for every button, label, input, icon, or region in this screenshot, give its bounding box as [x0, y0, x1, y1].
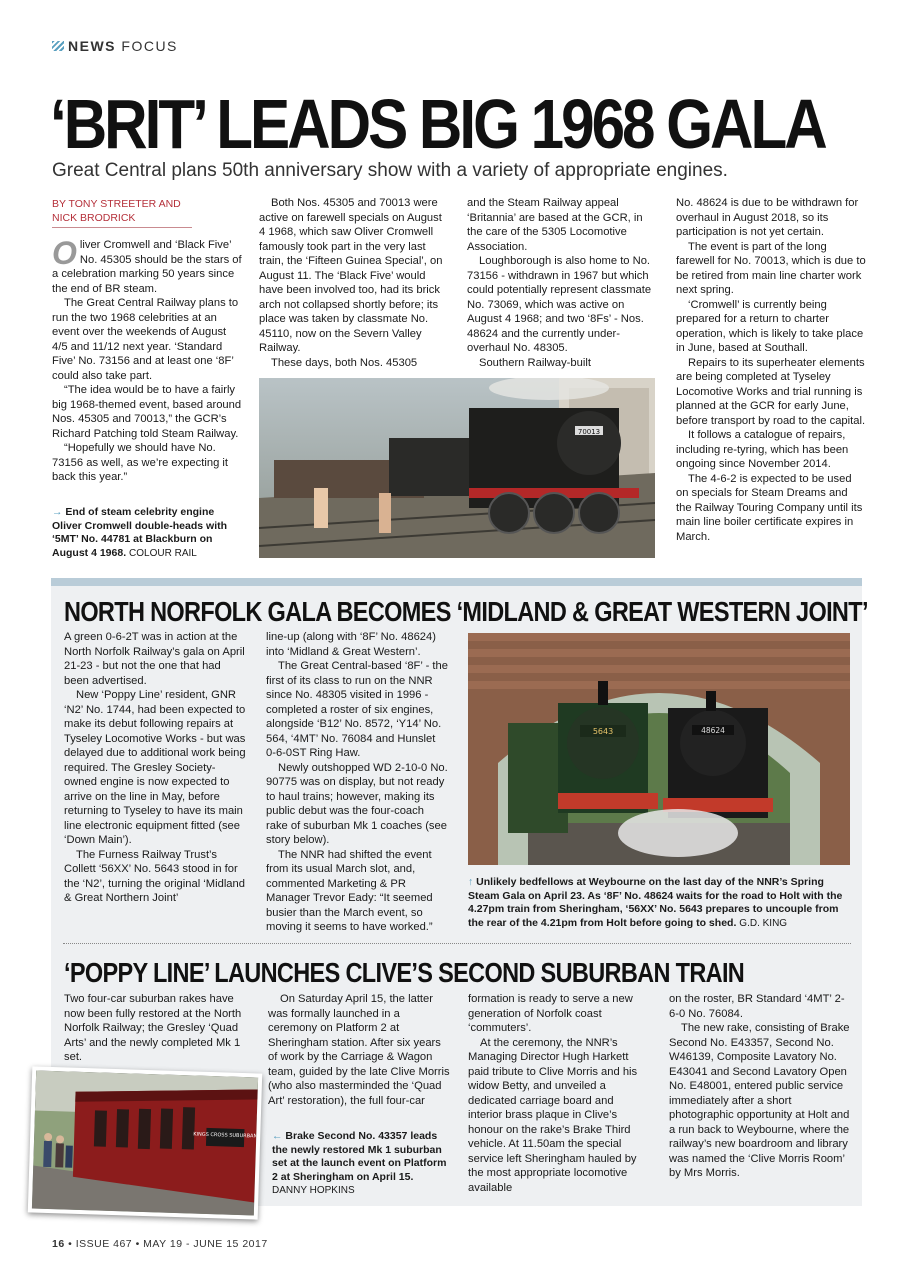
main-col4-p6: The 4-6-2 is expected to be used on specials for Steam Dreams and the Railway Touring Company until its main line boiler certificate expires in March.	[676, 472, 863, 543]
norfolk-caption: ↑ Unlikely bedfellows at Weybourne on the last day of the NNR’s Spring Steam Gala on April 23. As ‘8F’ No. 48624 waits for the road to Holt with the 4.27pm train from Sheringham, ‘56XX’ No. 5643 prepares to uncouple from the rear of the 4.21pm from Holt before going to shed. G.D. KING	[468, 876, 843, 929]
poppy-caption: ← Brake Second No. 43357 leads the newly restored Mk 1 suburban set at the launch event on Platform 2 at Sheringham on April 15. DANNY HOPKINS	[272, 1130, 447, 1196]
poppy-col-4	[669, 992, 853, 1181]
panel-divider	[63, 943, 851, 944]
norfolk-col2-p4: The NNR had shifted the event from its usual March slot, and, commented Marketing & PR Manager Trevor Eady: “It seemed busier than the March event, so moving it seems to have worked.”	[266, 848, 433, 933]
norfolk-col-2	[266, 630, 448, 935]
britannia-photo-art	[259, 378, 655, 558]
norfolk-col2-p2: The Great Central-based ‘8F’ - the first of its class to run on the NNR since No. 48305 visited in 1996 - completed a roster of six engines, alongside ‘B12’ No. 8572, ‘Y14’ No. 564, ‘4MT’ No. 76084 and Hunslet 0-6-0ST Ring Haw.	[266, 660, 448, 759]
main-col4-p4: Repairs to its superheater elements are being completed at Tyseley Locomotive Works and trial running is planned at the GCR for early June, before transport by road to the capital.	[676, 356, 866, 427]
carriage-photo	[32, 1071, 258, 1216]
news-stripes-icon	[52, 41, 64, 51]
weybourne-photo-art	[468, 633, 850, 865]
norfolk-col1-p1: A green 0-6-2T was in action at the North Norfolk Railway’s gala on April 21-23 - but not the one that had been advertised.	[64, 631, 245, 687]
page-number: 16	[52, 1238, 65, 1250]
loco-left-number: 5643	[592, 727, 614, 736]
norfolk-col1-p2: New ‘Poppy Line’ resident, GNR ‘N2’ No. 1744, had been expected to make its debut following repairs at Tyseley Locomotive Works - but was delayed due to additional work being required. The Gresley Society-owned engine is now expected to arrive on the line in May, before returning to Tyseley to have its main line electronic equipment fitted (see ‘Down Main’).	[64, 689, 246, 846]
kicker-light: FOCUS	[121, 38, 178, 54]
poppy-col2-p1: On Saturday April 15, the latter was formally launched in a ceremony on Platform 2 at Sheringham station. After six years of work by the Carriage & Wagon team, guided by the late Clive Morris (who also masterminded the ‘Quad Art’ restoration), the full four-car	[268, 993, 450, 1107]
main-col1-p4: “Hopefully we should have No. 73156 as well, as we’re expecting it back this year.”	[52, 442, 228, 483]
main-col3-p3: Southern Railway-built	[479, 356, 591, 369]
arrow-up-icon: ↑	[468, 876, 474, 888]
panel-top-bar	[51, 578, 862, 586]
norfolk-col-1	[64, 630, 246, 906]
main-col1-p1: Oliver Cromwell and ‘Black Five’ No. 45305 should be the stars of a celebration marking 50 years since the end of BR steam.	[52, 235, 242, 295]
main-col2-p2: These days, both Nos. 45305	[271, 356, 418, 369]
main-col3-p1: and the Steam Railway appeal ‘Britannia’ are based at the GCR, in the care of the 5305 Locomotive Association.	[467, 197, 643, 253]
smokebox-number: 70013	[577, 428, 601, 436]
byline-line2: NICK BRODRICK	[52, 212, 136, 224]
poppy-col1-p1: Two four-car suburban rakes have now been fully restored at the North Norfolk Railway; the Gresley ‘Quad Arts’ and the newly completed Mk 1 set.	[64, 993, 242, 1063]
standfirst: Great Central plans 50th anniversary show with a variety of appropriate engines.	[52, 160, 728, 181]
main-col-1	[52, 235, 242, 485]
carriage-photo-frame	[28, 1066, 262, 1219]
dropcap: O	[52, 235, 77, 271]
main-caption: → End of steam celebrity engine Oliver Cromwell double-heads with ‘5MT’ No. 44781 at Blackburn on August 4 1968. COLOUR RAIL	[52, 506, 228, 559]
kicker-bold: NEWS	[68, 38, 116, 54]
main-col4-p1: No. 48624 is due to be withdrawn for overhaul in August 2018, so its participation is not yet certain.	[676, 197, 859, 238]
arrow-right-icon: →	[52, 506, 63, 518]
main-col-2	[259, 196, 449, 370]
poppy-col3-p1: formation is ready to serve a new generation of Norfolk coast ‘commuters’.	[468, 993, 633, 1034]
poppy-col3-p2: At the ceremony, the NNR’s Managing Director Hugh Harkett paid tribute to Clive Morris and his widow Betty, and unveiled a dedicated carriage board and interior brass plaque in Clive’s honour on the rake’s Brake Third vehicle. At 11.50am the special service left Sheringham hauled by the most appropriate locomotive available	[468, 1036, 638, 1194]
main-col4-p2: The event is part of the long farewell for No. 70013, which is due to be retired from main line charter work next spring.	[676, 240, 866, 296]
norfolk-col2-p3: Newly outshopped WD 2-10-0 No. 90775 was on display, but not ready to haul trains; however, making its public debut was the four-coach rake of suburban Mk 1 coaches (see story below).	[266, 761, 448, 846]
norfolk-headline: NORTH NORFOLK GALA BECOMES ‘MIDLAND & GREAT WESTERN JOINT’	[64, 596, 868, 627]
poppy-col4-p1: on the roster, BR Standard ‘4MT’ 2-6-0 No. 76084.	[669, 993, 845, 1020]
main-col-3	[467, 196, 657, 370]
page-headline: ‘BRIT’ LEADS BIG 1968 GALA	[50, 85, 825, 163]
main-col1-p2: The Great Central Railway plans to run the two 1968 celebrities at an event over the weekends of August 4/5 and 11/12 next year. ‘Standard Five’ No. 73156 and at least one ‘8F’ could also take part.	[52, 297, 239, 382]
main-col4-p3: ‘Cromwell’ is currently being prepared for a return to charter operation, which is likely to take place in June, based at Southall.	[676, 298, 864, 354]
main-col1-p3: “The idea would be to have a fairly big 1968-themed event, based around Nos. 45305 and 70013,” the GCR’s Richard Patching told Steam Railway.	[52, 384, 242, 440]
norfolk-col2-p1: line-up (along with ‘8F’ No. 48624) into ‘Midland & Great Western’.	[266, 631, 436, 658]
issue-dates: MAY 19 - JUNE 15 2017	[143, 1238, 268, 1250]
issue-number: ISSUE 467	[75, 1238, 133, 1250]
poppy-headline: ‘POPPY LINE’ LAUNCHES CLIVE’S SECOND SUBURBAN TRAIN	[64, 957, 745, 988]
arrow-left-icon: ←	[272, 1130, 283, 1142]
page-footer: 16 • ISSUE 467 • MAY 19 - JUNE 15 2017	[52, 1238, 268, 1250]
weybourne-photo	[468, 633, 850, 865]
poppy-col-1	[64, 992, 246, 1065]
britannia-photo	[259, 378, 655, 558]
carriage-board: KINGS CROSS SUBURBAN	[193, 1131, 258, 1140]
main-col-4	[676, 196, 866, 544]
main-col2-p1: Both Nos. 45305 and 70013 were active on farewell specials on August 4 1968, which saw Oliver Cromwell famously took part in the very last train, the ‘Fifteen Guinea Special’, on August 11. The ‘Black Five’ would have been involved too, had its brick arch not collapsed shortly before; its place was taken by classmate No. 45110, now on the Severn Valley Railway.	[259, 197, 443, 354]
byline	[52, 197, 192, 228]
loco-right-number: 48624	[701, 726, 725, 735]
poppy-col-3	[468, 992, 650, 1195]
section-kicker	[52, 38, 178, 54]
poppy-col4-p2: The new rake, consisting of Brake Second No. E43357, Second No. W46139, Composite Lavatory No. E43041 and Second Lavatory Open No. E48001, entered public service immediately after a short photographic opportunity at Holt and a run back to Weybourne, where the railway’s new boardroom and library was named the ‘Clive Morris Room’ by Mrs Morris.	[669, 1022, 850, 1179]
poppy-col-2	[268, 992, 450, 1108]
norfolk-col1-p3: The Furness Railway Trust’s Collett ‘56XX’ No. 5643 stood in for the ‘N2’, turning the original ‘Midland & Great Northern Joint’	[64, 848, 245, 904]
main-col4-p5: It follows a catalogue of repairs, including re-tyring, which has been ongoing since November 2014.	[676, 429, 849, 470]
main-col3-p2: Loughborough is also home to No. 73156 - withdrawn in 1967 but which could potentially represent classmate No. 73069, which was active on August 4 1968; and two ‘8Fs’ - Nos. 48624 and the currently under-overhaul No. 48305.	[467, 255, 652, 354]
carriage-photo-art	[32, 1071, 258, 1216]
byline-line1: BY TONY STREETER AND	[52, 198, 181, 210]
